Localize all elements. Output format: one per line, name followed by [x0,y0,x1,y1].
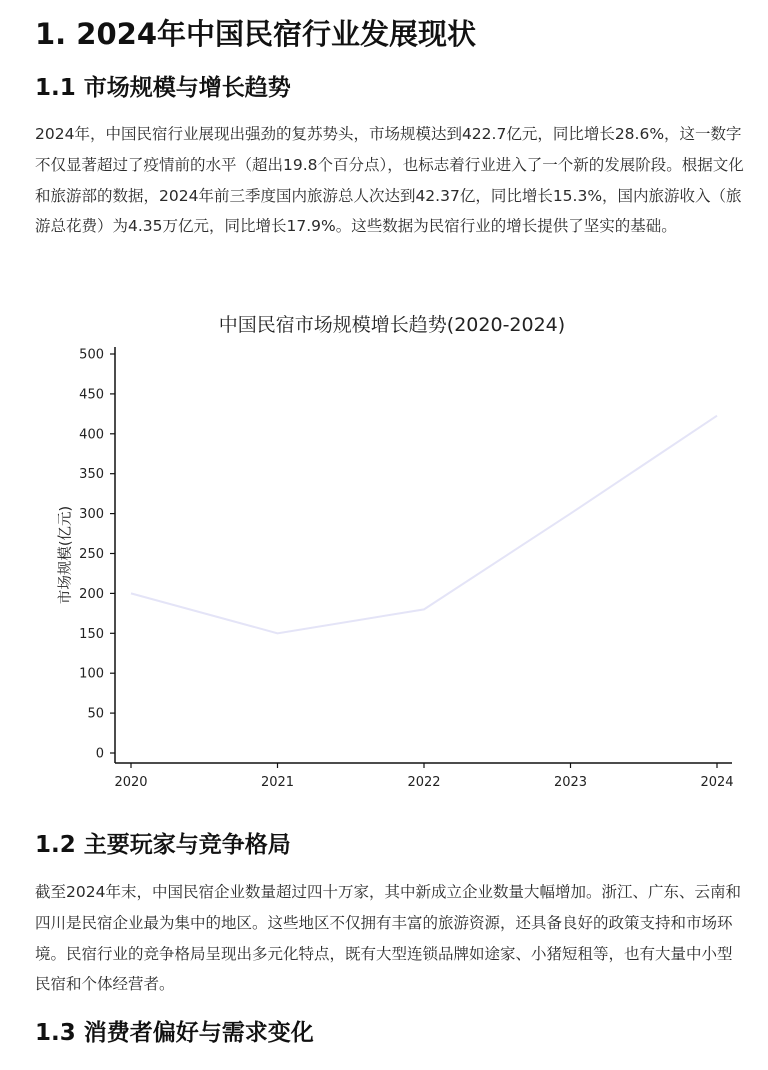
y-tick-label: 350 [79,467,104,483]
section-paragraph-competition: 截至2024年末，中国民宿企业数量超过四十万家，其中新成立企业数量大幅增加。浙江、广东、云南和四川是民宿企业最为集中的地区。这些地区不仅拥有丰富的旅游资源，还具备良好的政策支持和市场环境。民宿行业的竞争格局呈现出多元化特点，既有大型连锁品牌如途家、小猪短租等，也有大量中小型民宿和个体经营者。 [35,883,741,994]
y-tick-label: 300 [79,507,104,523]
y-tick-label: 100 [79,666,104,682]
market-size-line-chart [0,300,768,800]
section-heading-competition: 1.2 主要玩家与竞争格局 [35,832,291,858]
section-heading-market-size: 1.1 市场规模与增长趋势 [35,75,291,101]
section-heading-consumer: 1.3 消费者偏好与需求变化 [35,1020,314,1046]
page-title: 1. 2024年中国民宿行业发展现状 [35,17,477,51]
y-tick-label: 400 [79,427,104,443]
y-tick-label: 50 [87,706,104,722]
y-tick-label: 250 [79,547,104,562]
y-tick-label: 0 [95,746,104,762]
series-line-market-size [131,416,717,634]
y-tick-label: 200 [79,586,104,602]
y-tick-label: 450 [79,387,104,403]
x-tick-label: 2022 [407,775,441,790]
x-tick-label: 2024 [700,775,734,790]
y-tick-label: 500 [79,347,104,363]
chart-y-axis-label: 市场规模(亿元) [58,505,74,605]
x-tick-label: 2020 [114,775,148,790]
section-paragraph-market-size: 2024年，中国民宿行业展现出强劲的复苏势头，市场规模达到422.7亿元，同比增长28.6%，这一数字不仅显著超过了疫情前的水平（超出19.8个百分点），也标志着行业进入了一个新的发展阶段。根据文化和旅游部的数据，2024年前三季度国内旅游总人次达到42.37亿，同比增长15.3%，国内旅游收入（旅游总花费）为4.35万亿元，同比增长17.9%。这些数据为民宿行业的增长提供了坚实的基础。 [35,125,744,236]
x-tick-label: 2021 [260,775,295,790]
x-tick-label: 2023 [553,775,588,790]
y-tick-label: 150 [79,626,104,642]
chart-title: 中国民宿市场规模增长趋势(2020-2024) [218,314,566,336]
